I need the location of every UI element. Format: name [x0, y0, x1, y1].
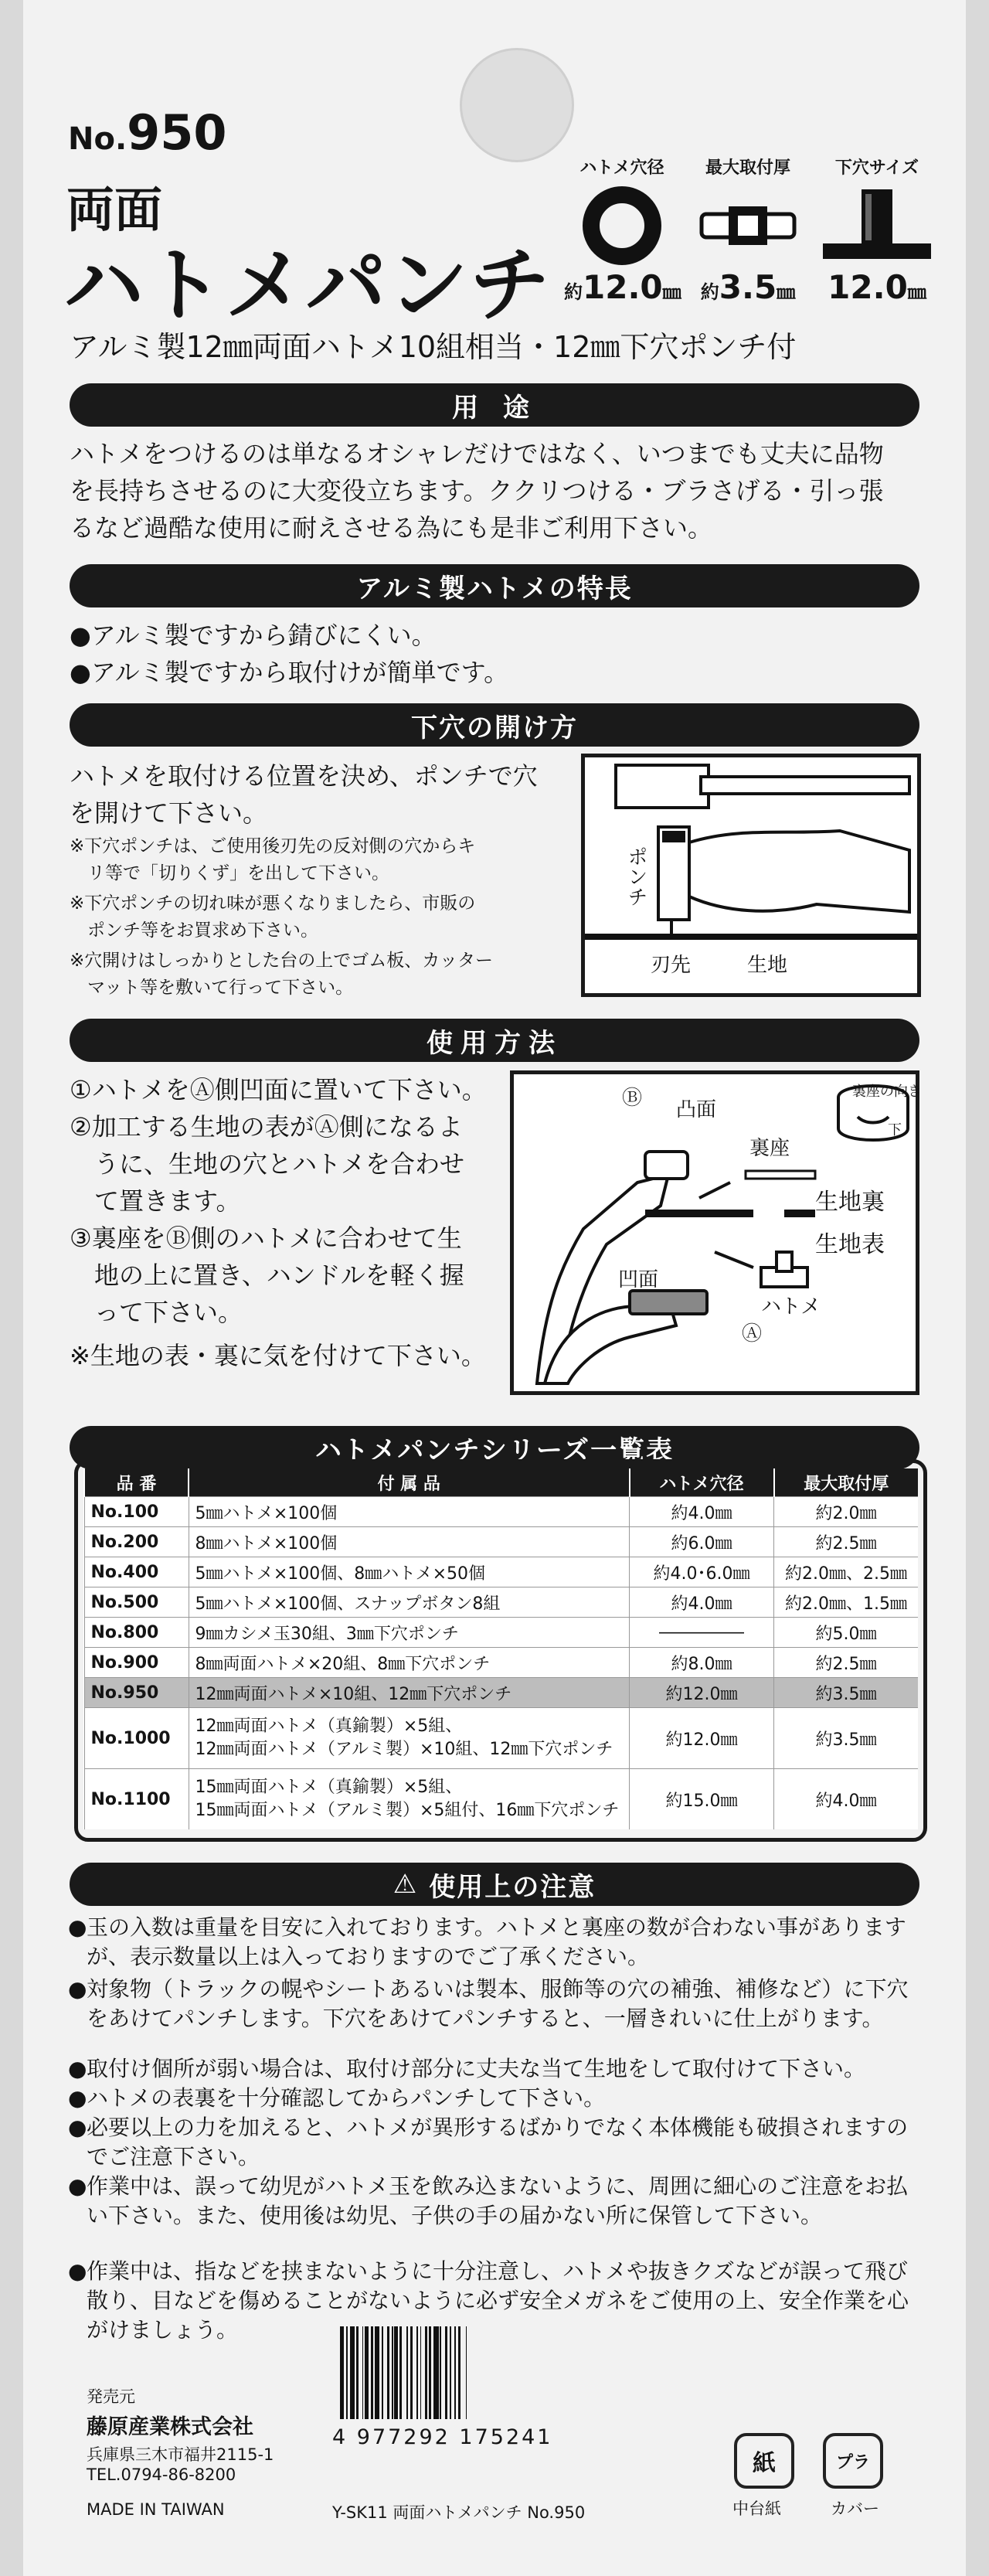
hole-note: ポンチ等をお買求め下さい。 [70, 920, 318, 941]
label-side-a: Ⓐ [742, 1322, 763, 1346]
cell-code: No.900 [84, 1648, 189, 1678]
recycle-glyph: 紙 [753, 2450, 776, 2477]
caution-item [68, 2084, 921, 2113]
cell-thickness: 約2.0㎜、1.5㎜ [774, 1587, 919, 1618]
bullet-icon: ● [68, 2085, 87, 2111]
hang-hole [460, 48, 574, 162]
model-number [68, 104, 227, 161]
table-row [84, 1618, 918, 1648]
cell-hole: 約6.0㎜ [630, 1527, 774, 1557]
cell-thickness: 約5.0㎜ [774, 1618, 919, 1648]
title-line1: 両面 [66, 182, 163, 238]
spec-unit: ㎜ [907, 281, 926, 303]
cell-code: No.200 [84, 1527, 189, 1557]
bullet-icon: ● [68, 2115, 87, 2140]
plastic-recycle-icon [823, 2433, 883, 2489]
cell-accessories: 12㎜両面ハトメ×10組、12㎜下穴ポンチ [189, 1678, 630, 1708]
table-row [84, 1769, 918, 1830]
cell-hole: 約4.0㎜ [630, 1497, 774, 1527]
usage-line: を長持ちさせるのに大変役立ちます。ククリつける・ブラさげる・引っ張 [70, 476, 884, 505]
barcode-number: 4 977292 175241 [332, 2425, 553, 2449]
method-step: うに、生地の穴とハトメを合わせ [70, 1149, 465, 1179]
table-row [84, 1497, 918, 1527]
cell-code: No.1100 [84, 1769, 189, 1830]
caution-item [68, 2054, 921, 2084]
spec-unit: ㎜ [777, 281, 796, 303]
cell-thickness: 約4.0㎜ [774, 1769, 919, 1830]
spec-value: 12.0 [583, 268, 663, 306]
label-washer: 裏座 [749, 1137, 790, 1160]
spec-max-thickness [694, 155, 802, 306]
spec-label: 最大取付厚 [705, 158, 790, 178]
cell-code: No.800 [84, 1618, 189, 1648]
label-punch: ポンチ [624, 846, 647, 907]
barcode [340, 2326, 645, 2419]
usage-line: るなど過酷な使用に耐えさせる為にも是非ご利用下さい。 [70, 513, 713, 543]
recycle-glyph: プラ [835, 2452, 870, 2472]
series-table [83, 1468, 918, 1829]
col-header-code: 品 番 [84, 1468, 189, 1497]
bullet-icon: ● [68, 1976, 87, 2002]
method-diagram [510, 1070, 922, 1395]
bullet-icon: ● [68, 2258, 87, 2284]
spec-prefix: 約 [700, 281, 719, 303]
bullet-icon: ● [68, 1914, 87, 1940]
caution-text: ハトメの表裏を十分確認してからパンチして下さい。 [87, 2085, 606, 2111]
cell-accessories: 5㎜ハトメ×100個、8㎜ハトメ×50個 [189, 1557, 630, 1587]
hole-note: ※穴開けはしっかりとした台の上でゴム板、カッター [70, 951, 494, 971]
product-title: ハトメパンチ [63, 238, 552, 332]
origin-label: MADE IN TAIWAN [87, 2500, 225, 2519]
hole-note: マット等を敷いて行って下さい。 [70, 978, 354, 998]
eyelet-side-icon [698, 183, 798, 268]
cell-code: No.100 [84, 1497, 189, 1527]
method-step: ②加工する生地の表がⒶ側になるよ [70, 1112, 463, 1142]
table-row-highlighted [84, 1678, 918, 1708]
label-concave: 凹面 [618, 1268, 659, 1291]
model-num: 950 [127, 104, 227, 161]
barcode-bar [467, 2326, 469, 2419]
cell-thickness: 約3.5㎜ [774, 1678, 919, 1708]
cell-hole: 約15.0㎜ [630, 1769, 774, 1830]
section-hole-header: 下穴の開け方 [70, 703, 919, 747]
cell-thickness: 約2.0㎜ [774, 1497, 919, 1527]
cell-hole: 約4.0㎜ [630, 1587, 774, 1618]
cell-hole: 約4.0･6.0㎜ [630, 1557, 774, 1587]
section-features-header: アルミ製ハトメの特長 [70, 564, 919, 607]
recycle-label-paper: 中台紙 [732, 2499, 781, 2518]
spec-label: ハトメ穴径 [579, 158, 664, 178]
label-fabric-front: 生地表 [815, 1231, 885, 1258]
table-row [84, 1587, 918, 1618]
table-header-row [84, 1468, 918, 1497]
caution-item [68, 2172, 921, 2231]
caution-text: 必要以上の力を加えると、ハトメが異形するばかりでなく本体機能も破損されますのでご注意下さい。 [87, 2115, 909, 2169]
col-header-hole: ハトメ穴径 [630, 1468, 774, 1497]
cell-accessories: 9㎜カシメ玉30組、3㎜下穴ポンチ [189, 1618, 630, 1648]
label-fabric: 生地 [747, 954, 788, 977]
table-row [84, 1648, 918, 1678]
cell-code: No.1000 [84, 1708, 189, 1769]
spec-label: 下穴サイズ [834, 158, 919, 178]
eyelet-ring-icon [579, 183, 664, 268]
bullet-icon: ● [68, 2056, 87, 2081]
cell-thickness: 約2.5㎜ [774, 1527, 919, 1557]
label-down: 下 [888, 1122, 902, 1138]
usage-line: ハトメをつけるのは単なるオシャレだけではなく、いつまでも丈夫に品物 [70, 439, 884, 468]
caution-header [70, 1863, 919, 1906]
caution-title: 使用上の注意 [429, 1871, 596, 1903]
warning-icon: ⚠ [393, 1869, 419, 1900]
cell-hole: 約12.0㎜ [630, 1708, 774, 1769]
caution-item [68, 1913, 921, 1972]
company-address: 兵庫県三木市福井2115-1 [87, 2445, 274, 2464]
caution-item [68, 2113, 921, 2172]
spec-value: 3.5 [719, 268, 777, 306]
hole-diagram [581, 754, 921, 997]
cell-thickness: 約3.5㎜ [774, 1708, 919, 1769]
cell-accessories: 12㎜両面ハトメ（真鍮製）×5組、 12㎜両面ハトメ（アルミ製）×10組、12㎜下穴ポンチ [189, 1708, 630, 1769]
caution-text: 玉の入数は重量を目安に入れております。ハトメと裏座の数が合わない事がありますが、表示数量以上は入っておりますのでご了承ください。 [87, 1914, 906, 1969]
label-eyelet: ハトメ [761, 1295, 821, 1319]
model-prefix: No. [68, 121, 127, 157]
spec-prefix: 約 [564, 281, 583, 303]
col-header-accessories: 付 属 品 [189, 1468, 630, 1497]
bullet-icon: ● [68, 2173, 87, 2199]
hole-note: ※下穴ポンチの切れ味が悪くなりましたら、市販の [70, 893, 476, 914]
method-note: ※生地の表・裏に気を付けて下さい。 [70, 1341, 486, 1370]
paper-recycle-icon [734, 2433, 794, 2489]
method-step: て置きます。 [70, 1186, 241, 1216]
company-tel: TEL.0794-86-8200 [87, 2465, 236, 2484]
table-row [84, 1557, 918, 1587]
cell-code: No.950 [84, 1678, 189, 1708]
feature-item: ●アルミ製ですから取付けが簡単です。 [70, 658, 509, 687]
spec-pilot-hole [815, 155, 939, 306]
cell-accessories: 5㎜ハトメ×100個 [189, 1497, 630, 1527]
label-orientation [852, 1080, 922, 1101]
subtitle: アルミ製12㎜両面ハトメ10組相当・12㎜下穴ポンチ付 [70, 330, 797, 364]
label-fabric-back: 生地裏 [815, 1189, 885, 1216]
cell-hole: 約12.0㎜ [630, 1678, 774, 1708]
caution-text: 対象物（トラックの幌やシートあるいは製本、服飾等の穴の補強、補修など）に下穴をあけてパンチします。下穴をあけてパンチすると、一層きれいに仕上がります。 [87, 1976, 909, 2031]
hole-note: リ等で「切りくず」を出して下さい。 [70, 863, 389, 883]
hole-instruction: を開けて下さい。 [70, 798, 268, 828]
recycle-label-plastic: カバー [831, 2499, 879, 2518]
cell-accessories: 5㎜ハトメ×100個、スナップボタン8組 [189, 1587, 630, 1618]
cell-code: No.500 [84, 1587, 189, 1618]
table-row [84, 1708, 918, 1769]
hole-note: ※下穴ポンチは、ご使用後刃先の反対側の穴からキ [70, 836, 476, 856]
cell-accessories: 15㎜両面ハトメ（真鍮製）×5組、 15㎜両面ハトメ（アルミ製）×5組付、16㎜下穴ポンチ [189, 1769, 630, 1830]
caution-text: 作業中は、誤って幼児がハトメ玉を飲み込まないように、周囲に細心のご注意をお払い下さい。また、使用後は幼児、子供の手の届かない所に保管して下さい。 [87, 2173, 909, 2228]
section-usage-header: 用 途 [70, 383, 919, 427]
seller-label: 発売元 [87, 2387, 135, 2406]
series-table-header: ハトメパンチシリーズ一覧表 [70, 1426, 919, 1469]
cell-thickness: 約2.0㎜、2.5㎜ [774, 1557, 919, 1587]
col-header-thickness: 最大取付厚 [774, 1468, 919, 1497]
cell-hole: 約8.0㎜ [630, 1648, 774, 1678]
spec-value: 12.0 [828, 268, 908, 306]
orientation-text: 裏座の向き [852, 1084, 922, 1100]
caution-text: 取付け個所が弱い場合は、取付け部分に丈夫な当て生地をして取付けて下さい。 [87, 2056, 866, 2081]
spec-hole-diameter [564, 155, 680, 306]
caution-item [68, 1975, 921, 2033]
method-step: って下さい。 [70, 1298, 243, 1327]
cell-thickness: 約2.5㎜ [774, 1648, 919, 1678]
package-card [23, 0, 966, 2576]
caution-text: 作業中は、指などを挟まないように十分注意し、ハトメや抜きクズなどが誤って飛び散り、目などを傷めることがないように必ず安全メガネをご使用の上、安全作業を心がけましょう。 [87, 2258, 909, 2343]
method-step: 地の上に置き、ハンドルを軽く握 [70, 1261, 464, 1290]
cell-hole: ――――― [630, 1618, 774, 1648]
punch-hole-icon [819, 183, 935, 268]
feature-item: ●アルミ製ですから錆びにくい。 [70, 621, 437, 650]
label-convex: 凸面 [676, 1098, 717, 1121]
product-code: Y-SK11 両面ハトメパンチ No.950 [332, 2503, 586, 2522]
cell-code: No.400 [84, 1557, 189, 1587]
section-method-header: 使用方法 [70, 1019, 919, 1062]
cell-accessories: 8㎜両面ハトメ×20組、8㎜下穴ポンチ [189, 1648, 630, 1678]
label-blade: 刃先 [651, 954, 692, 977]
company-name: 藤原産業株式会社 [87, 2415, 253, 2439]
table-row [84, 1527, 918, 1557]
label-side-b: Ⓑ [622, 1087, 643, 1110]
hole-instruction: ハトメを取付ける位置を決め、ポンチで穴 [70, 761, 538, 791]
method-step: ③裏座をⒷ側のハトメに合わせて生 [70, 1223, 462, 1253]
cell-accessories: 8㎜ハトメ×100個 [189, 1527, 630, 1557]
method-step: ①ハトメをⒶ側凹面に置いて下さい。 [70, 1075, 487, 1104]
spec-unit: ㎜ [662, 281, 681, 303]
